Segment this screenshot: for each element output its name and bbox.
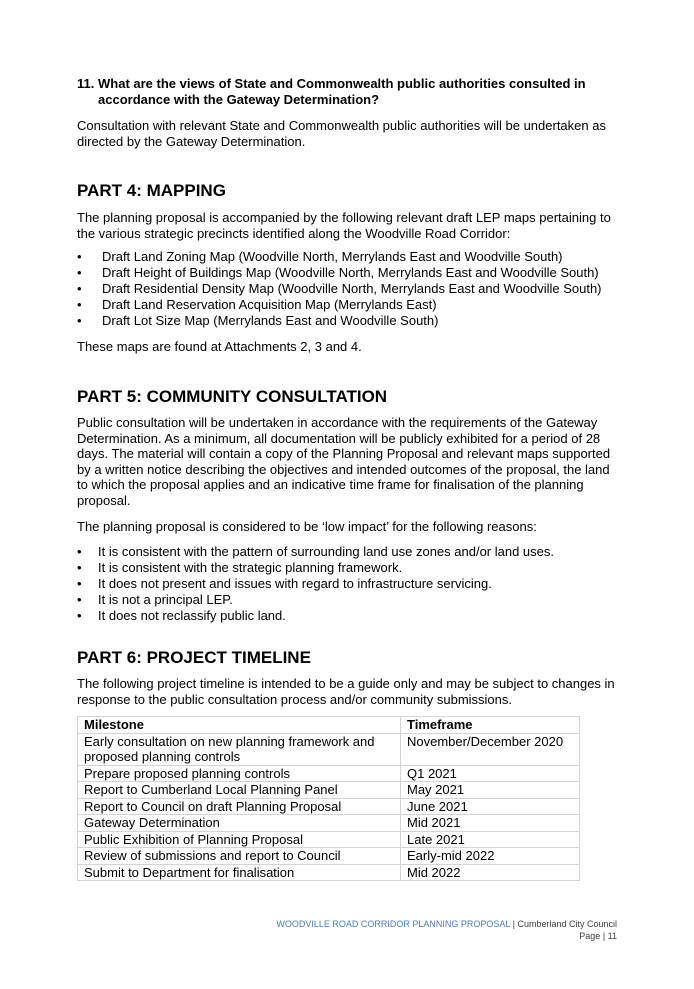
part4-outro: These maps are found at Attachments 2, 3 and 4. <box>77 339 362 355</box>
list-item <box>77 249 622 265</box>
list-item <box>77 576 622 592</box>
list-item-text: Draft Height of Buildings Map (Woodville North, Merrylands East and Woodville South) <box>102 265 599 281</box>
table-row <box>78 765 580 782</box>
timeframe-cell: Mid 2022 <box>401 864 580 881</box>
bullet-marker: • <box>77 265 82 281</box>
footer-line-1 <box>276 918 617 930</box>
timeframe-cell: June 2021 <box>401 798 580 815</box>
footer-page-number: Page | 11 <box>579 931 617 941</box>
milestone-cell: Public Exhibition of Planning Proposal <box>78 831 401 848</box>
bullet-marker: • <box>77 249 82 265</box>
list-item-text: Draft Land Reservation Acquisition Map (Merrylands East) <box>102 297 437 313</box>
bullet-marker: • <box>77 560 82 576</box>
page-footer <box>276 918 617 942</box>
bullet-marker: • <box>77 297 82 313</box>
bullet-marker: • <box>77 576 82 592</box>
table-row <box>78 864 580 881</box>
table-row <box>78 798 580 815</box>
list-item-text: It is not a principal LEP. <box>98 592 233 608</box>
bullet-marker: • <box>77 544 82 560</box>
timeframe-cell: Q1 2021 <box>401 765 580 782</box>
footer-council-name: Cumberland City Council <box>517 919 617 929</box>
part5-paragraph-1: Public consultation will be undertaken in accordance with the requirements of the Gateway Determination. As a minimum, all documentation will be publicly exhibited for a period of 28 days. The material will contain a copy of the Planning Proposal and relevant maps supported by a written notice describing the objectives and intended outcomes of the proposal, the land to which the proposal applies and an indicative time frame for finalisation of the planning proposal. <box>77 414 611 508</box>
table-row <box>78 733 580 765</box>
timeframe-cell: Early-mid 2022 <box>401 848 580 865</box>
timeframe-cell: Mid 2021 <box>401 815 580 832</box>
timeframe-cell: Late 2021 <box>401 831 580 848</box>
milestone-cell: Early consultation on new planning framework and proposed planning controls <box>78 733 401 765</box>
table-header-row <box>78 717 580 734</box>
milestone-cell: Gateway Determination <box>78 815 401 832</box>
footer-separator: | <box>510 919 518 929</box>
part5-paragraph-2: The planning proposal is considered to be ‘low impact’ for the following reasons: <box>77 518 537 534</box>
list-item <box>77 608 622 624</box>
list-item-text: Draft Lot Size Map (Merrylands East and Woodville South) <box>102 313 439 329</box>
list-item <box>77 560 622 576</box>
part4-intro: The planning proposal is accompanied by the following relevant draft LEP maps pertaining to the various strategic precincts identified along the Woodville Road Corridor: <box>77 210 611 241</box>
bullet-marker: • <box>77 313 82 329</box>
list-item <box>77 265 622 281</box>
list-item-text: Draft Residential Density Map (Woodville North, Merrylands East and Woodville South) <box>102 281 602 297</box>
list-item <box>77 297 622 313</box>
list-item <box>77 544 622 560</box>
milestone-cell: Submit to Department for finalisation <box>78 864 401 881</box>
list-item-text: It does not reclassify public land. <box>98 608 286 624</box>
bullet-marker: • <box>77 281 82 297</box>
list-item-text: It is consistent with the strategic planning framework. <box>98 560 403 576</box>
milestone-cell: Review of submissions and report to Council <box>78 848 401 865</box>
question-heading <box>77 76 622 108</box>
question-answer: Consultation with relevant State and Commonwealth public authorities will be undertaken as directed by the Gateway Determination. <box>77 118 606 149</box>
table-row <box>78 815 580 832</box>
timeframe-cell: May 2021 <box>401 782 580 799</box>
list-item <box>77 592 622 608</box>
table-row <box>78 782 580 799</box>
part5-heading: PART 5: COMMUNITY CONSULTATION <box>77 386 388 406</box>
milestone-cell: Prepare proposed planning controls <box>78 765 401 782</box>
part4-bullet-list <box>77 249 622 329</box>
part4-heading: PART 4: MAPPING <box>77 181 226 201</box>
list-item <box>77 281 622 297</box>
column-header-timeframe: Timeframe <box>401 717 580 734</box>
page-content <box>77 76 622 881</box>
question-number: 11. <box>77 76 95 91</box>
part6-heading: PART 6: PROJECT TIMELINE <box>77 648 311 668</box>
list-item-text: It does not present and issues with regard to infrastructure servicing. <box>98 576 492 592</box>
part6-intro: The following project timeline is intended to be a guide only and may be subject to changes in response to the public consultation process and/or community submissions. <box>77 676 615 707</box>
bullet-marker: • <box>77 608 82 624</box>
table-row <box>78 848 580 865</box>
part5-bullet-list <box>77 544 622 624</box>
column-header-milestone: Milestone <box>78 717 401 734</box>
footer-document-title: WOODVILLE ROAD CORRIDOR PLANNING PROPOSAL <box>276 919 511 929</box>
bullet-marker: • <box>77 592 82 608</box>
list-item-text: Draft Land Zoning Map (Woodville North, Merrylands East and Woodville South) <box>102 249 563 265</box>
list-item <box>77 313 622 329</box>
timeline-table <box>77 716 580 881</box>
milestone-cell: Report to Council on draft Planning Proposal <box>78 798 401 815</box>
list-item-text: It is consistent with the pattern of surrounding land use zones and/or land uses. <box>98 544 554 560</box>
timeframe-cell: November/December 2020 <box>401 733 580 765</box>
table-row <box>78 831 580 848</box>
question-text: What are the views of State and Commonwealth public authorities consulted in accordance with the Gateway Determination? <box>98 76 586 107</box>
milestone-cell: Report to Cumberland Local Planning Panel <box>78 782 401 799</box>
